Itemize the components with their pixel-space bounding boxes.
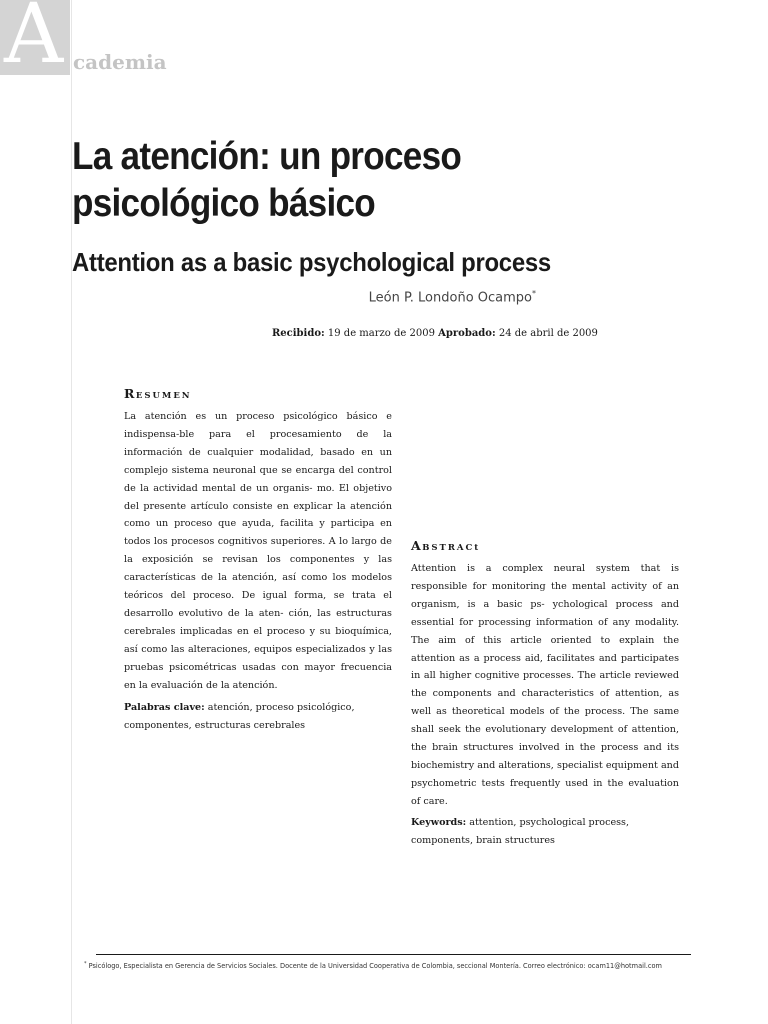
abstract-heading (411, 538, 480, 553)
resumen-heading (124, 386, 192, 401)
abstract-heading-rest: BSTRACt (422, 543, 481, 553)
abstract-keywords (411, 814, 679, 850)
author-footnote (84, 961, 662, 970)
journal-logo-letter: A (4, 0, 64, 82)
author-footnote-mark: * (532, 289, 536, 298)
resumen-body: La atención es un proceso psicológico básico e indispensa-ble para el procesamiento de la información de cualquier modalidad, basado en un complejo sistema neuronal que se encarga del control de la actividad mental de un organis- mo. El objetivo del presente artículo consiste en explicar la atención como un proceso que ayuda, facilita y participa en todos los procesos cognitivos superiores. A lo largo de la exposición se revisan los componentes y las características de la atención, así como los modelos teóricos del proceso. De igual forma, se trata el desarrollo evolutivo de la aten- ción, las estructuras cerebrales implicadas en el proceso y su bioquímica, así como las alteraciones, equipos especializados y las pruebas psicométricas usadas con mayor frecuencia en la evaluación de la atención. (124, 411, 392, 691)
abstract-keywords-text: attention, psychological process, components, brain structures (411, 817, 630, 846)
abstract-body: Attention is a complex neural system that is responsible for monitoring the mental activity of an organism, is a basic ps- ychological process and essential for processing information of any modality. The aim of this article oriented to explain the attention as a process aid, facilitates and participates in all higher cognitive processes. The article reviewed the components and characteristics of attention, as well as theoretical models of the process. The same shall seek the evolutionary development of attention, the brain structures involved in the process and its biochemistry and alterations, specialist equipment and psychometric tests frequently used in the evaluation of care. (411, 563, 679, 807)
article-dates (272, 328, 598, 339)
approved-label: Aprobado: (438, 328, 496, 339)
footnote-mark: * (84, 961, 87, 967)
article-subtitle: Attention as a basic psychological process (72, 247, 551, 277)
approved-date: 24 de abril de 2009 (498, 328, 598, 339)
resumen-keywords-text: atención, proceso psicológico, componentes, estructuras cerebrales (124, 702, 355, 731)
article-title: La atención: un proceso psicológico básico (72, 135, 462, 225)
received-date: 19 de marzo de 2009 (327, 328, 435, 339)
journal-logo-text: cademia (73, 50, 167, 74)
abstract-keywords-label: Keywords: (411, 817, 467, 828)
resumen-keywords-label: Palabras clave: (124, 702, 205, 713)
footnote-divider (96, 954, 691, 955)
received-label: Recibido: (272, 328, 325, 339)
resumen-heading-rest: ESUMEN (135, 391, 192, 401)
article-author (369, 289, 536, 305)
footnote-text: Psicólogo, Especialista en Gerencia de Servicios Sociales. Docente de la Universidad Cooperativa de Colombia, seccional Montería. Correo electrónico: ocam11@hotmail.com (86, 962, 662, 971)
journal-logo (0, 0, 70, 82)
resumen-heading-initial: R (124, 386, 136, 401)
abstract-heading-initial: A (411, 538, 423, 553)
author-name: León P. Londoño Ocampo (368, 290, 532, 306)
resumen-keywords (124, 699, 392, 735)
